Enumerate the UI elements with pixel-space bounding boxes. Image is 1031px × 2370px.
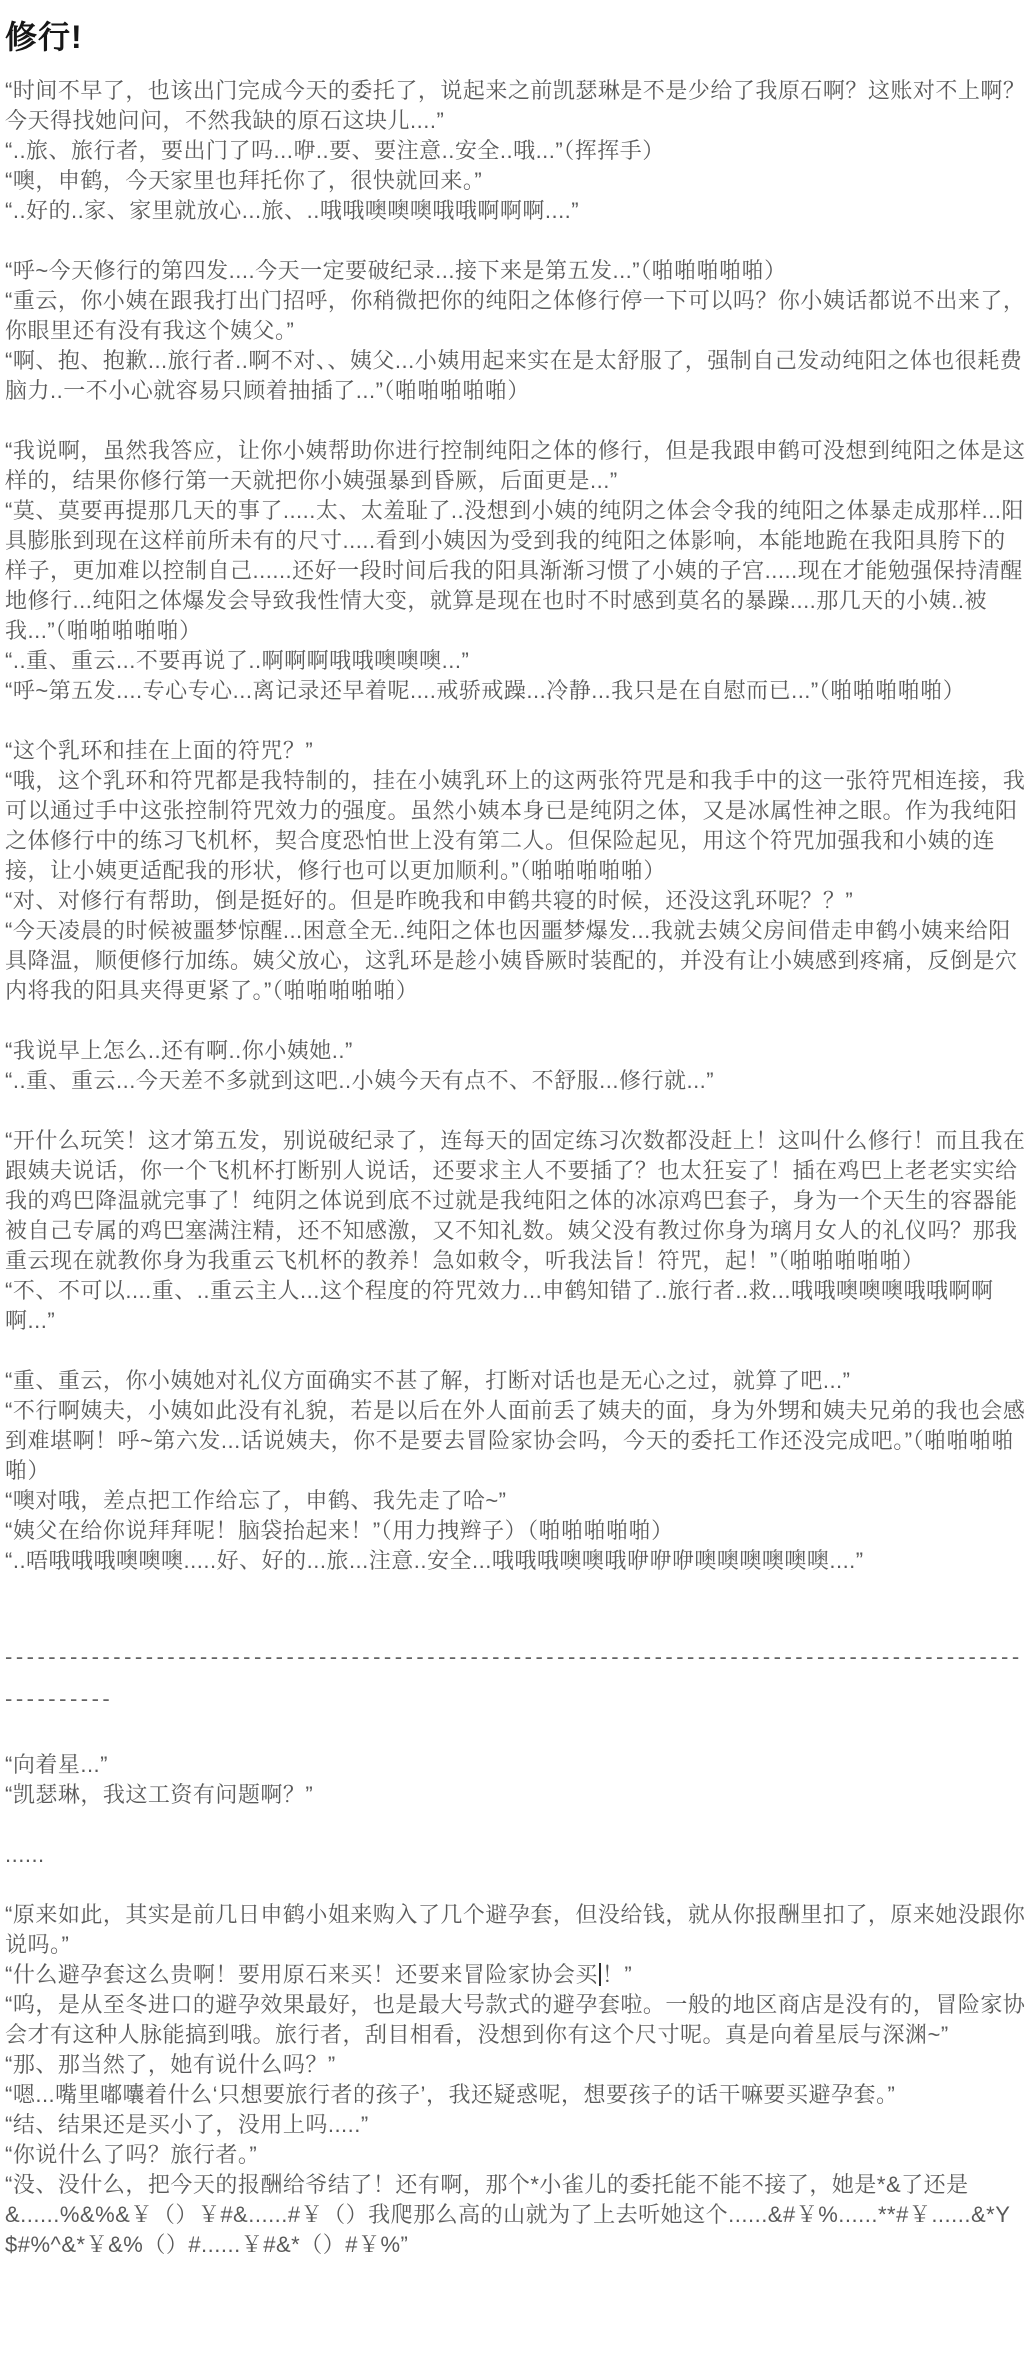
- paragraph: “那、那当然了，她有说什么吗？”: [5, 2052, 336, 2077]
- paragraph-text: ！”: [601, 1962, 633, 1987]
- paragraph: “..重、重云...不要再说了..啊啊啊哦哦噢噢噢...”: [5, 648, 470, 673]
- paragraph: “哦，这个乳环和符咒都是我特制的，挂在小姨乳环上的这两张符咒是和我手中的这一张符咒相连接，我可以通过手中这张控制符咒效力的强度。虽然小姨本身已是纯阴之体，又是冰属性神之眼。作为我纯阳之体修行中的练习飞机杯，契合度恐怕世上没有第二人。但保险起见，用这个符咒加强我和小姨的连接，让小姨更适配我的形状，修行也可以更加顺利。”（啪啪啪啪啪）: [5, 768, 1026, 883]
- paragraph-with-cursor: [5, 1960, 1026, 1990]
- blank-line: [5, 1336, 1026, 1366]
- paragraph: “不行啊姨夫，小姨如此没有礼貌，若是以后在外人面前丢了姨夫的面，身为外甥和姨夫兄弟的我也会感到难堪啊！呼~第六发...话说姨夫，你不是要去冒险家协会吗，今天的委托工作还没完成吧。”（啪啪啪啪啪）: [5, 1398, 1026, 1483]
- paragraph: “啊、抱、抱歉...旅行者..啊不对、、姨父...小姨用起来实在是太舒服了，强制自己发动纯阳之体也很耗费脑力..一不小心就容易只顾着抽插了...”（啪啪啪啪啪）: [5, 348, 1023, 403]
- paragraph: “向着星...”: [5, 1752, 108, 1777]
- paragraph: “今天凌晨的时候被噩梦惊醒...困意全无..纯阳之体也因噩梦爆发...我就去姨父房间借走申鹤小姨来给阳具降温，顺便修行加练。姨父放心，这乳环是趁小姨昏厥时装配的，并没有让小姨感到疼痛，反倒是穴内将我的阳具夹得更紧了。”（啪啪啪啪啪）: [5, 918, 1018, 1003]
- blank-line: [5, 226, 1026, 256]
- dashed-divider: --------------------------------------------------------------------------------------------------------: [5, 1644, 1023, 1711]
- story-body[interactable]: [5, 76, 1026, 2260]
- blank-line: [5, 1006, 1026, 1036]
- blank-line: [5, 1810, 1026, 1840]
- paragraph-text: “什么避孕套这么贵啊！要用原石来买！还要来冒险家协会买: [5, 1962, 598, 1987]
- paragraph: “呼~第五发....专心专心...离记录还早着呢....戒骄戒躁...冷静...我只是在自慰而已...”（啪啪啪啪啪）: [5, 678, 966, 703]
- paragraph: “你说什么了吗？旅行者。”: [5, 2142, 258, 2167]
- paragraph: “嗯...嘴里嘟囔着什么‘只想要旅行者的孩子’，我还疑惑呢，想要孩子的话干嘛要买避孕套。”: [5, 2082, 896, 2107]
- paragraph: “..旅、旅行者，要出门了吗...咿..要、要注意..安全..哦...”（挥挥手）: [5, 138, 665, 163]
- blank-line: [5, 1576, 1026, 1636]
- paragraph: “这个乳环和挂在上面的符咒？”: [5, 738, 314, 763]
- paragraph: “姨父在给你说拜拜呢！脑袋抬起来！”（用力拽辫子）（啪啪啪啪啪）: [5, 1518, 674, 1543]
- paragraph: “噢，申鹤，今天家里也拜托你了，很快就回来。”: [5, 168, 483, 193]
- blank-line: [5, 406, 1026, 436]
- paragraph: “噢对哦，差点把工作给忘了，申鹤、我先走了哈~”: [5, 1488, 507, 1513]
- paragraph: “结、结果还是买小了，没用上吗.....”: [5, 2112, 369, 2137]
- paragraph: “..重、重云...今天差不多就到这吧..小姨今天有点不、不舒服...修行就...”: [5, 1068, 715, 1093]
- blank-line: [5, 1720, 1026, 1750]
- paragraph: “我说啊，虽然我答应，让你小姨帮助你进行控制纯阳之体的修行，但是我跟申鹤可没想到纯阳之体是这样的，结果你修行第一天就把你小姨强暴到昏厥，后面更是...”: [5, 438, 1026, 493]
- paragraph: “重云，你小姨在跟我打出门招呼，你稍微把你的纯阳之体修行停一下可以吗？你小姨话都说不出来了，你眼里还有没有我这个姨父。”: [5, 288, 1026, 343]
- paragraph: “我说早上怎么..还有啊..你小姨她..”: [5, 1038, 353, 1063]
- blank-line: [5, 1096, 1026, 1126]
- paragraph: “呼~今天修行的第四发....今天一定要破纪录...接下来是第五发...”（啪啪啪啪啪）: [5, 258, 787, 283]
- paragraph: “..唔哦哦哦噢噢噢.....好、好的...旅...注意..安全...哦哦哦噢噢哦咿咿咿噢噢噢噢噢噢....”: [5, 1548, 864, 1573]
- paragraph: “时间不早了，也该出门完成今天的委托了，说起来之前凯瑟琳是不是少给了我原石啊？这账对不上啊？今天得找她问问，不然我缺的原石这块儿....”: [5, 78, 1026, 133]
- paragraph: “没、没什么，把今天的报酬给爷结了！还有啊，那个*小雀儿的委托能不能不接了，她是*&了还是&......%&%&￥（）￥#&......#￥（）我爬那么高的山就为了上去听她这个......&#￥%......**#￥......&*Y$#%^&*￥&%（）#......￥#&*（）#￥%”: [5, 2172, 1011, 2257]
- page-title: 修行!: [5, 19, 83, 55]
- paragraph: “凯瑟琳，我这工资有问题啊？”: [5, 1782, 314, 1807]
- paragraph: “..好的..家、家里就放心...旅、..哦哦噢噢噢哦哦啊啊啊....”: [5, 198, 580, 223]
- paragraph: “不、不可以....重、..重云主人...这个程度的符咒效力...申鹤知错了..旅行者..救...哦哦噢噢噢哦哦啊啊啊...”: [5, 1278, 994, 1333]
- paragraph: “开什么玩笑！这才第五发，别说破纪录了，连每天的固定练习次数都没赶上！这叫什么修行！而且我在跟姨夫说话，你一个飞机杯打断别人说话，还要求主人不要插了？也太狂妄了！插在鸡巴上老老实实给我的鸡巴降温就完事了！纯阴之体说到底不过就是我纯阳之体的冰凉鸡巴套子，身为一个天生的容器能被自己专属的鸡巴塞满注精，还不知感激，又不知礼数。姨父没有教过你身为璃月女人的礼仪吗？那我重云现在就教你身为我重云飞机杯的教养！急如敕令，听我法旨！符咒，起！”（啪啪啪啪啪）: [5, 1128, 1026, 1273]
- text-cursor: [599, 1963, 601, 1986]
- paragraph: ......: [5, 1842, 45, 1867]
- paragraph: “呜，是从至冬进口的避孕效果最好，也是最大号款式的避孕套啦。一般的地区商店是没有的，冒险家协会才有这种人脉能搞到哦。旅行者，刮目相看，没想到你有这个尺寸呢。真是向着星辰与深渊~”: [5, 1992, 1026, 2047]
- blank-line: [5, 706, 1026, 736]
- paragraph: “原来如此，其实是前几日申鹤小姐来购入了几个避孕套，但没给钱，就从你报酬里扣了，原来她没跟你说吗。”: [5, 1902, 1026, 1957]
- paragraph: “莫、莫要再提那几天的事了.....太、太羞耻了..没想到小姨的纯阴之体会令我的纯阳之体暴走成那样...阳具膨胀到现在这样前所未有的尺寸.....看到小姨因为受到我的纯阳之体影响，本能地跪在我阳具胯下的样子，更加难以控制自己......还好一段时间后我的阳具渐渐习惯了小姨的子宫.....现在才能勉强保持清醒地修行...纯阳之体爆发会导致我性情大变，就算是现在也时不时感到莫名的暴躁....那几天的小姨..被我...”（啪啪啪啪啪）: [5, 498, 1024, 643]
- paragraph: “对、对修行有帮助，倒是挺好的。但是昨晚我和申鹤共寝的时候，还没这乳环呢？？”: [5, 888, 854, 913]
- paragraph: “重、重云，你小姨她对礼仪方面确实不甚了解，打断对话也是无心之过，就算了吧...”: [5, 1368, 851, 1393]
- blank-line: [5, 1870, 1026, 1900]
